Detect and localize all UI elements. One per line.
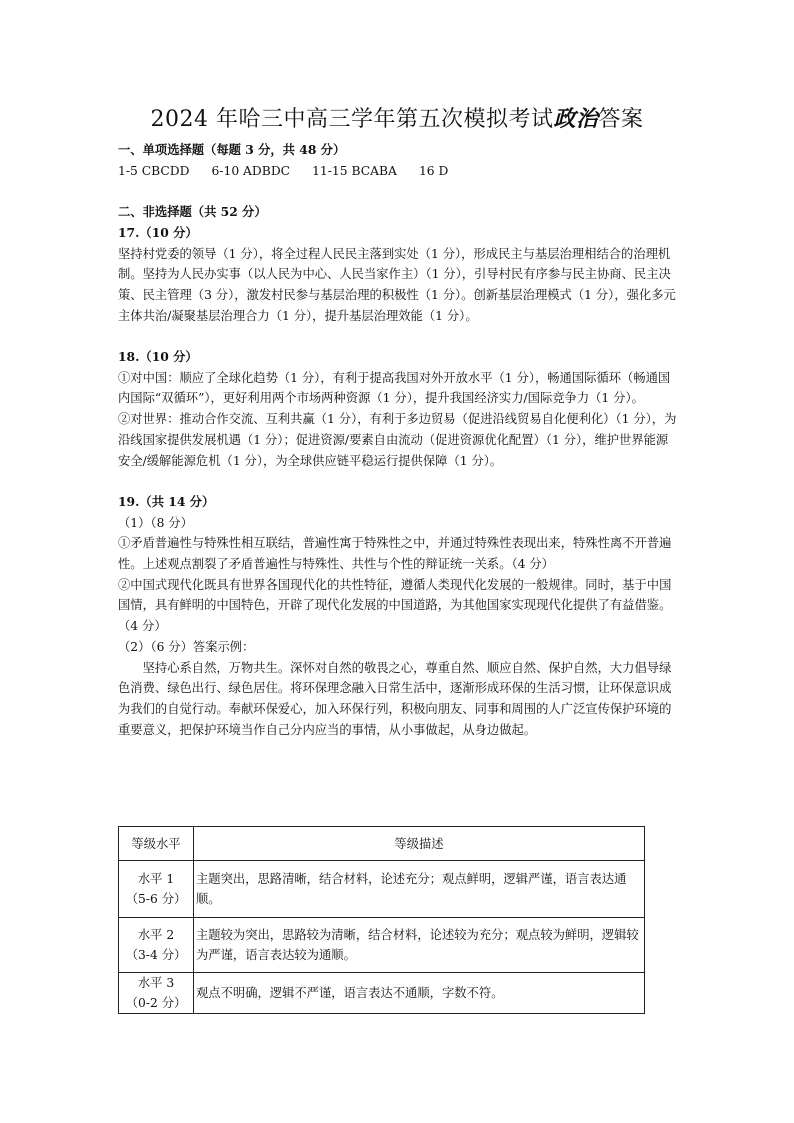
- level-range: （3-4 分）: [125, 948, 187, 962]
- answer-content: [118, 140, 678, 740]
- section2-heading: 二、非选择题（共 52 分）: [118, 204, 267, 220]
- grade-table: [118, 826, 645, 1014]
- title-subject: 政治: [553, 106, 599, 132]
- answer-group: 16 D: [418, 163, 449, 178]
- level-cell: [119, 973, 194, 1014]
- q19-part2-text: 坚持心系自然，万物共生。深怀对自然的敬畏之心，尊重自然、顺应自然、保护自然，大力倡导绿色消费、绿色出行、绿色居住。将环保理念融入日常生活中，逐渐形成环保的生活习惯，让环保意识成为我们的自觉行动。奉献环保爱心，加入环保行列，积极向朋友、同事和周围的人广泛宣传保护环境的重要意义，把保护环境当作自己分内应当的事情，从小事做起，从身边做起。: [118, 660, 672, 737]
- q19-label: 19.（共 14 分）: [118, 493, 215, 509]
- level-name: 水平 2: [137, 928, 175, 942]
- level-name: 水平 3: [137, 976, 175, 990]
- level-name: 水平 1: [137, 872, 175, 886]
- level-description: 主题较为突出，思路较为清晰，结合材料，论述较为充分；观点较为鲜明，逻辑较为严谨，语言表达较为通顺。: [194, 918, 645, 973]
- q18-label: 18.（10 分）: [118, 349, 198, 364]
- level-cell: [119, 918, 194, 973]
- header-level: 等级水平: [119, 827, 194, 861]
- page-title: [0, 102, 794, 133]
- table-row: [119, 918, 645, 973]
- q19-part1-label: （1）（8 分）: [118, 515, 193, 530]
- header-description: 等级描述: [194, 827, 645, 861]
- q19-part1-paragraph-2: ②中国式现代化既具有世界各国现代化的共性特征，遵循人类现代化发展的一般规律。同时，基于中国国情，具有鲜明的中国特色，开辟了现代化发展的中国道路，为其他国家实现现代化提供了有益借鉴。（4 分）: [118, 577, 672, 634]
- title-suffix: 答案: [598, 107, 644, 132]
- answer-group: 11-15 BCABA: [312, 163, 397, 178]
- level-range: （0-2 分）: [125, 996, 187, 1010]
- level-description: 主题突出，思路清晰，结合材料，论述充分；观点鲜明，逻辑严谨，语言表达通顺。: [194, 861, 645, 918]
- level-cell: [119, 861, 194, 918]
- section1-heading: 一、单项选择题（每题 3 分，共 48 分）: [118, 142, 346, 157]
- grade-table-header: [119, 827, 645, 861]
- q18-paragraph-2: ②对世界：推动合作交流、互利共赢（1 分），有利于多边贸易（促进沿线贸易自化便利化）（1 分），为沿线国家提供发展机遇（1 分）；促进资源/要素自由流动（促进资源优化配置）（1 分），维护世界能源安全/缓解能源危机（1 分），为全球供应链平稳运行提供保障（1 分）。: [118, 412, 677, 468]
- table-row: [119, 861, 645, 918]
- answer-group: 1-5 CBCDD: [118, 163, 190, 178]
- level-range: （5-6 分）: [125, 892, 187, 906]
- title-prefix: 2024 年哈三中高三学年第五次模拟考试: [150, 107, 554, 132]
- level-description: 观点不明确，逻辑不严谨，语言表达不通顺，字数不符。: [194, 973, 645, 1014]
- q18-paragraph-1: ①对中国：顺应了全球化趋势（1 分），有利于提高我国对外开放水平（1 分），畅通国际循环（畅通国内国际“双循环”），更好利用两个市场两种资源（1 分），提升我国经济实力/国际竞争力（1 分）。: [118, 370, 671, 406]
- answer-group: 6-10 ADBDC: [211, 163, 291, 178]
- q17-label: 17.（10 分）: [118, 224, 198, 240]
- choice-answers: [118, 161, 678, 182]
- q17-text: 坚持村党委的领导（1 分），将全过程人民民主落到实处（1 分），形成民主与基层治理相结合的治理机制。坚持为人民办实事（以人民为中心、人民当家作主）（1 分），引导村民有序参与民主协商、民主决策、民主管理（3 分），激发村民参与基层治理的积极性（1 分）。创新基层治理模式（1 分），强化多元主体共治/凝聚基层治理合力（1 分），提升基层治理效能（1 分）。: [118, 246, 676, 323]
- table-row: [119, 973, 645, 1014]
- q19-part1-paragraph-1: ①矛盾普遍性与特殊性相互联结，普遍性寓于特殊性之中，并通过特殊性表现出来，特殊性离不开普遍性。上述观点割裂了矛盾普遍性与特殊性、共性与个性的辩证统一关系。（4 分）: [118, 536, 672, 572]
- q19-part2-label: （2）（6 分）答案示例：: [118, 639, 255, 654]
